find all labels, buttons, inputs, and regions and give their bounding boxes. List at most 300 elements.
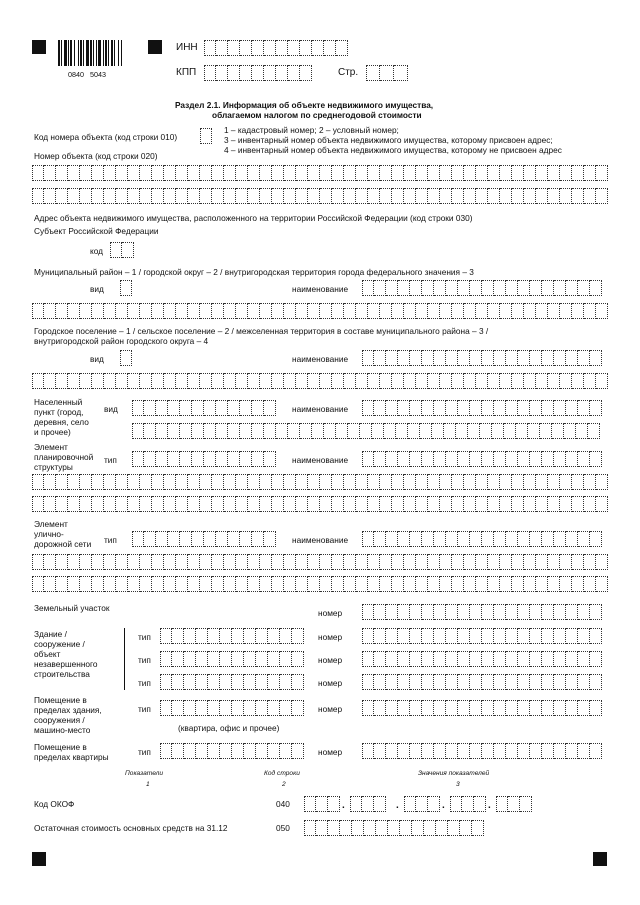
input-cell[interactable] [584, 576, 596, 592]
input-cell[interactable] [260, 554, 272, 570]
input-cell[interactable] [212, 165, 224, 181]
input-cell[interactable] [488, 474, 500, 490]
input-cell[interactable] [264, 423, 276, 439]
input-cell[interactable] [116, 303, 128, 319]
input-cell[interactable] [304, 796, 316, 812]
input-cell[interactable] [128, 576, 140, 592]
input-cell[interactable] [432, 423, 444, 439]
input-cell[interactable] [420, 423, 432, 439]
input-cell[interactable] [152, 303, 164, 319]
input-cell[interactable] [548, 474, 560, 490]
input-cell[interactable] [200, 165, 212, 181]
input-cell[interactable] [524, 474, 536, 490]
input-cell[interactable] [200, 188, 212, 204]
input-cell[interactable] [398, 400, 410, 416]
input-cell[interactable] [32, 576, 44, 592]
input-cell[interactable] [374, 604, 386, 620]
input-cell[interactable] [446, 451, 458, 467]
input-cell[interactable] [446, 628, 458, 644]
premises-type-field[interactable] [160, 700, 304, 716]
input-cell[interactable] [248, 474, 260, 490]
input-cell[interactable] [506, 280, 518, 296]
input-cell[interactable] [584, 496, 596, 512]
input-cell[interactable] [524, 554, 536, 570]
input-cell[interactable] [144, 423, 156, 439]
input-cell[interactable] [464, 373, 476, 389]
building-type-field-3[interactable] [160, 674, 304, 690]
input-cell[interactable] [144, 531, 156, 547]
input-cell[interactable] [110, 242, 122, 258]
input-cell[interactable] [168, 423, 180, 439]
input-cell[interactable] [536, 188, 548, 204]
input-cell[interactable] [120, 350, 132, 366]
input-cell[interactable] [216, 531, 228, 547]
input-cell[interactable] [494, 451, 506, 467]
input-cell[interactable] [56, 474, 68, 490]
input-cell[interactable] [386, 651, 398, 667]
input-cell[interactable] [176, 554, 188, 570]
input-cell[interactable] [196, 700, 208, 716]
input-cell[interactable] [172, 700, 184, 716]
input-cell[interactable] [312, 423, 324, 439]
street-name-field-row3[interactable] [32, 576, 608, 592]
input-cell[interactable] [356, 373, 368, 389]
input-cell[interactable] [482, 400, 494, 416]
input-cell[interactable] [590, 651, 602, 667]
input-cell[interactable] [56, 373, 68, 389]
input-cell[interactable] [272, 188, 284, 204]
input-cell[interactable] [492, 423, 504, 439]
input-cell[interactable] [554, 700, 566, 716]
input-cell[interactable] [452, 474, 464, 490]
input-cell[interactable] [386, 280, 398, 296]
input-cell[interactable] [452, 554, 464, 570]
input-cell[interactable] [512, 188, 524, 204]
input-cell[interactable] [272, 554, 284, 570]
input-cell[interactable] [380, 576, 392, 592]
input-cell[interactable] [410, 743, 422, 759]
input-cell[interactable] [332, 576, 344, 592]
input-cell[interactable] [296, 496, 308, 512]
input-cell[interactable] [404, 554, 416, 570]
input-cell[interactable] [356, 188, 368, 204]
input-cell[interactable] [584, 373, 596, 389]
input-cell[interactable] [422, 700, 434, 716]
input-cell[interactable] [362, 350, 374, 366]
input-cell[interactable] [160, 700, 172, 716]
kpp-field[interactable] [204, 65, 312, 81]
input-cell[interactable] [236, 496, 248, 512]
input-cell[interactable] [398, 451, 410, 467]
input-cell[interactable] [212, 554, 224, 570]
input-cell[interactable] [392, 474, 404, 490]
input-cell[interactable] [404, 474, 416, 490]
input-cell[interactable] [104, 165, 116, 181]
input-cell[interactable] [542, 674, 554, 690]
input-cell[interactable] [500, 474, 512, 490]
input-cell[interactable] [548, 303, 560, 319]
locality-name-field-row1[interactable] [362, 400, 602, 416]
input-cell[interactable] [436, 820, 448, 836]
input-cell[interactable] [458, 451, 470, 467]
input-cell[interactable] [204, 400, 216, 416]
input-cell[interactable] [192, 531, 204, 547]
input-cell[interactable] [44, 496, 56, 512]
input-cell[interactable] [584, 188, 596, 204]
input-cell[interactable] [344, 188, 356, 204]
input-cell[interactable] [80, 576, 92, 592]
input-cell[interactable] [422, 651, 434, 667]
input-cell[interactable] [140, 373, 152, 389]
input-cell[interactable] [446, 280, 458, 296]
input-cell[interactable] [446, 700, 458, 716]
input-cell[interactable] [92, 576, 104, 592]
input-cell[interactable] [32, 165, 44, 181]
input-cell[interactable] [44, 554, 56, 570]
input-cell[interactable] [494, 743, 506, 759]
input-cell[interactable] [578, 674, 590, 690]
input-cell[interactable] [368, 373, 380, 389]
input-cell[interactable] [156, 400, 168, 416]
input-cell[interactable] [518, 700, 530, 716]
input-cell[interactable] [292, 700, 304, 716]
input-cell[interactable] [542, 400, 554, 416]
input-cell[interactable] [434, 674, 446, 690]
land-plot-number-field[interactable] [362, 604, 602, 620]
input-cell[interactable] [324, 40, 336, 56]
input-cell[interactable] [362, 796, 374, 812]
input-cell[interactable] [200, 576, 212, 592]
input-cell[interactable] [410, 451, 422, 467]
input-cell[interactable] [412, 820, 424, 836]
input-cell[interactable] [458, 700, 470, 716]
input-cell[interactable] [160, 651, 172, 667]
building-type-field-2[interactable] [160, 651, 304, 667]
okof-field-group3[interactable] [404, 796, 440, 812]
input-cell[interactable] [200, 496, 212, 512]
input-cell[interactable] [260, 165, 272, 181]
input-cell[interactable] [116, 496, 128, 512]
residual-value-field[interactable] [304, 820, 484, 836]
input-cell[interactable] [116, 576, 128, 592]
input-cell[interactable] [212, 474, 224, 490]
input-cell[interactable] [590, 743, 602, 759]
input-cell[interactable] [500, 576, 512, 592]
input-cell[interactable] [224, 165, 236, 181]
input-cell[interactable] [416, 188, 428, 204]
input-cell[interactable] [156, 451, 168, 467]
input-cell[interactable] [172, 743, 184, 759]
input-cell[interactable] [590, 350, 602, 366]
input-cell[interactable] [308, 496, 320, 512]
input-cell[interactable] [168, 531, 180, 547]
input-cell[interactable] [494, 700, 506, 716]
input-cell[interactable] [132, 531, 144, 547]
input-cell[interactable] [392, 165, 404, 181]
input-cell[interactable] [386, 400, 398, 416]
input-cell[interactable] [356, 496, 368, 512]
input-cell[interactable] [518, 400, 530, 416]
input-cell[interactable] [512, 474, 524, 490]
input-cell[interactable] [458, 280, 470, 296]
input-cell[interactable] [404, 165, 416, 181]
input-cell[interactable] [252, 451, 264, 467]
input-cell[interactable] [296, 576, 308, 592]
input-cell[interactable] [472, 820, 484, 836]
input-cell[interactable] [386, 628, 398, 644]
input-cell[interactable] [256, 651, 268, 667]
input-cell[interactable] [452, 373, 464, 389]
input-cell[interactable] [404, 796, 416, 812]
input-cell[interactable] [176, 373, 188, 389]
input-cell[interactable] [434, 451, 446, 467]
input-cell[interactable] [566, 531, 578, 547]
input-cell[interactable] [320, 554, 332, 570]
input-cell[interactable] [192, 423, 204, 439]
input-cell[interactable] [360, 423, 372, 439]
input-cell[interactable] [228, 451, 240, 467]
input-cell[interactable] [152, 554, 164, 570]
input-cell[interactable] [386, 674, 398, 690]
input-cell[interactable] [232, 700, 244, 716]
input-cell[interactable] [208, 743, 220, 759]
input-cell[interactable] [252, 531, 264, 547]
input-cell[interactable] [44, 188, 56, 204]
input-cell[interactable] [476, 303, 488, 319]
input-cell[interactable] [256, 628, 268, 644]
input-cell[interactable] [446, 674, 458, 690]
planning-name-field-row1[interactable] [362, 451, 602, 467]
input-cell[interactable] [368, 474, 380, 490]
input-cell[interactable] [336, 423, 348, 439]
input-cell[interactable] [434, 350, 446, 366]
input-cell[interactable] [68, 373, 80, 389]
municipal-name-field-row1[interactable] [362, 280, 602, 296]
input-cell[interactable] [380, 303, 392, 319]
input-cell[interactable] [300, 65, 312, 81]
input-cell[interactable] [440, 474, 452, 490]
input-cell[interactable] [452, 576, 464, 592]
input-cell[interactable] [216, 451, 228, 467]
input-cell[interactable] [308, 474, 320, 490]
input-cell[interactable] [92, 496, 104, 512]
input-cell[interactable] [422, 350, 434, 366]
input-cell[interactable] [68, 303, 80, 319]
input-cell[interactable] [236, 576, 248, 592]
input-cell[interactable] [252, 40, 264, 56]
input-cell[interactable] [308, 303, 320, 319]
input-cell[interactable] [196, 743, 208, 759]
input-cell[interactable] [212, 303, 224, 319]
input-cell[interactable] [240, 423, 252, 439]
input-cell[interactable] [248, 165, 260, 181]
input-cell[interactable] [374, 531, 386, 547]
input-cell[interactable] [410, 700, 422, 716]
input-cell[interactable] [120, 280, 132, 296]
input-cell[interactable] [572, 496, 584, 512]
input-cell[interactable] [512, 496, 524, 512]
input-cell[interactable] [224, 373, 236, 389]
input-cell[interactable] [180, 400, 192, 416]
input-cell[interactable] [596, 554, 608, 570]
input-cell[interactable] [542, 350, 554, 366]
input-cell[interactable] [536, 554, 548, 570]
input-cell[interactable] [554, 628, 566, 644]
input-cell[interactable] [128, 165, 140, 181]
input-cell[interactable] [288, 423, 300, 439]
input-cell[interactable] [228, 423, 240, 439]
premises-number-field[interactable] [362, 700, 602, 716]
input-cell[interactable] [422, 531, 434, 547]
input-cell[interactable] [104, 188, 116, 204]
input-cell[interactable] [494, 651, 506, 667]
input-cell[interactable] [458, 651, 470, 667]
input-cell[interactable] [470, 743, 482, 759]
input-cell[interactable] [228, 65, 240, 81]
input-cell[interactable] [470, 674, 482, 690]
input-cell[interactable] [344, 576, 356, 592]
input-cell[interactable] [542, 604, 554, 620]
input-cell[interactable] [128, 373, 140, 389]
input-cell[interactable] [488, 303, 500, 319]
input-cell[interactable] [554, 743, 566, 759]
locality-type-field[interactable] [132, 400, 276, 416]
input-cell[interactable] [56, 303, 68, 319]
input-cell[interactable] [452, 496, 464, 512]
input-cell[interactable] [268, 628, 280, 644]
input-cell[interactable] [482, 604, 494, 620]
input-cell[interactable] [216, 400, 228, 416]
input-cell[interactable] [80, 165, 92, 181]
input-cell[interactable] [560, 165, 572, 181]
input-cell[interactable] [244, 743, 256, 759]
input-cell[interactable] [220, 628, 232, 644]
input-cell[interactable] [320, 474, 332, 490]
input-cell[interactable] [236, 303, 248, 319]
street-name-field-row2[interactable] [32, 554, 608, 570]
input-cell[interactable] [268, 700, 280, 716]
input-cell[interactable] [542, 280, 554, 296]
input-cell[interactable] [554, 531, 566, 547]
input-cell[interactable] [564, 423, 576, 439]
input-cell[interactable] [68, 554, 80, 570]
input-cell[interactable] [428, 303, 440, 319]
input-cell[interactable] [462, 796, 474, 812]
input-cell[interactable] [552, 423, 564, 439]
input-cell[interactable] [386, 700, 398, 716]
settlement-name-field-row2[interactable] [32, 373, 608, 389]
input-cell[interactable] [444, 423, 456, 439]
input-cell[interactable] [204, 65, 216, 81]
input-cell[interactable] [578, 628, 590, 644]
input-cell[interactable] [520, 796, 532, 812]
input-cell[interactable] [464, 554, 476, 570]
input-cell[interactable] [152, 474, 164, 490]
input-cell[interactable] [470, 451, 482, 467]
input-cell[interactable] [408, 423, 420, 439]
input-cell[interactable] [410, 350, 422, 366]
input-cell[interactable] [332, 554, 344, 570]
input-cell[interactable] [578, 651, 590, 667]
input-cell[interactable] [284, 474, 296, 490]
input-cell[interactable] [248, 576, 260, 592]
input-cell[interactable] [160, 674, 172, 690]
input-cell[interactable] [554, 674, 566, 690]
input-cell[interactable] [576, 423, 588, 439]
input-cell[interactable] [228, 400, 240, 416]
input-cell[interactable] [188, 474, 200, 490]
input-cell[interactable] [458, 604, 470, 620]
okof-field-group5[interactable] [496, 796, 532, 812]
input-cell[interactable] [276, 40, 288, 56]
input-cell[interactable] [578, 743, 590, 759]
input-cell[interactable] [506, 628, 518, 644]
input-cell[interactable] [590, 451, 602, 467]
input-cell[interactable] [554, 350, 566, 366]
input-cell[interactable] [566, 700, 578, 716]
input-cell[interactable] [422, 451, 434, 467]
building-number-field-1[interactable] [362, 628, 602, 644]
input-cell[interactable] [184, 628, 196, 644]
input-cell[interactable] [398, 651, 410, 667]
input-cell[interactable] [350, 796, 362, 812]
input-cell[interactable] [260, 496, 272, 512]
input-cell[interactable] [554, 604, 566, 620]
input-cell[interactable] [280, 743, 292, 759]
input-cell[interactable] [516, 423, 528, 439]
input-cell[interactable] [272, 373, 284, 389]
input-cell[interactable] [368, 165, 380, 181]
input-cell[interactable] [434, 628, 446, 644]
input-cell[interactable] [224, 554, 236, 570]
input-cell[interactable] [284, 165, 296, 181]
input-cell[interactable] [386, 451, 398, 467]
input-cell[interactable] [188, 188, 200, 204]
input-cell[interactable] [542, 531, 554, 547]
input-cell[interactable] [32, 554, 44, 570]
input-cell[interactable] [164, 188, 176, 204]
input-cell[interactable] [104, 303, 116, 319]
input-cell[interactable] [434, 400, 446, 416]
input-cell[interactable] [122, 242, 134, 258]
input-cell[interactable] [482, 280, 494, 296]
input-cell[interactable] [374, 743, 386, 759]
input-cell[interactable] [128, 188, 140, 204]
input-cell[interactable] [548, 373, 560, 389]
input-cell[interactable] [260, 303, 272, 319]
input-cell[interactable] [500, 373, 512, 389]
input-cell[interactable] [566, 280, 578, 296]
input-cell[interactable] [398, 743, 410, 759]
object-number-field-row1[interactable] [32, 165, 608, 181]
input-cell[interactable] [524, 496, 536, 512]
input-cell[interactable] [398, 280, 410, 296]
input-cell[interactable] [362, 743, 374, 759]
input-cell[interactable] [68, 496, 80, 512]
input-cell[interactable] [596, 188, 608, 204]
input-cell[interactable] [506, 451, 518, 467]
input-cell[interactable] [530, 604, 542, 620]
input-cell[interactable] [384, 423, 396, 439]
input-cell[interactable] [596, 373, 608, 389]
input-cell[interactable] [374, 651, 386, 667]
input-cell[interactable] [530, 651, 542, 667]
municipal-type-field[interactable] [120, 280, 132, 296]
input-cell[interactable] [344, 303, 356, 319]
input-cell[interactable] [542, 700, 554, 716]
input-cell[interactable] [272, 496, 284, 512]
input-cell[interactable] [542, 743, 554, 759]
